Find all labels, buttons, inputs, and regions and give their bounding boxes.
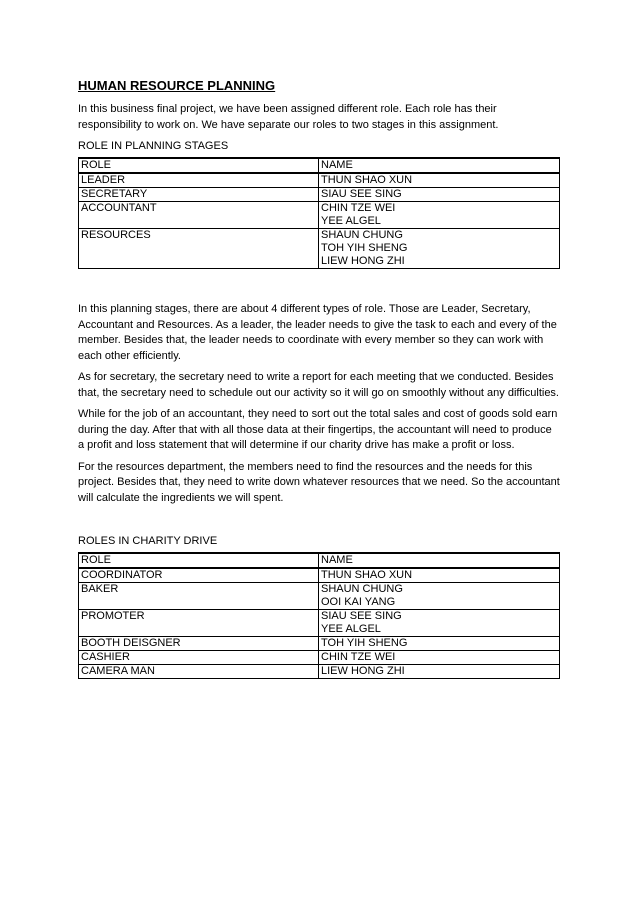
- paragraph-roles-overview: In this planning stages, there are about 4 different types of role. Those are Leader, Secretary, Accountant and Resources. As a leader, the leader needs to give the task to each and every of the member. Besides that, the leader needs to coordinate with every member so they can work with each other efficiently.: [78, 303, 557, 362]
- name-cell: [319, 173, 560, 188]
- member-name: SHAUN CHUNG: [321, 229, 403, 241]
- paragraph-resources: For the resources department, the members need to find the resources and the needs for this project. Besides that, they need to write down whatever resources that we need. So the accountant will calculate the ingredients we will spent.: [78, 460, 560, 504]
- name-cell: [319, 665, 560, 679]
- role-cell: BAKER: [79, 583, 319, 610]
- role-cell: SECRETARY: [79, 188, 319, 202]
- table-row: [79, 568, 560, 583]
- header-name: NAME: [319, 553, 560, 568]
- table-row: [79, 583, 560, 610]
- member-name: TOH YIH SHENG: [321, 637, 408, 649]
- member-name: THUN SHAO XUN: [321, 174, 413, 186]
- member-name: CHIN TZE WEI: [321, 651, 396, 663]
- table-row: [79, 173, 560, 188]
- member-name: SIAU SEE SING: [321, 610, 402, 622]
- charity-table-body: [79, 568, 560, 679]
- role-cell: CASHIER: [79, 651, 319, 665]
- member-name: SIAU SEE SING: [321, 188, 402, 200]
- charity-roles-table: [78, 552, 560, 679]
- role-cell: COORDINATOR: [79, 568, 319, 583]
- table-header-row: [79, 158, 560, 173]
- role-cell: RESOURCES: [79, 229, 319, 269]
- table-row: [79, 188, 560, 202]
- planning-table-body: [79, 173, 560, 269]
- member-name: SHAUN CHUNG: [321, 583, 403, 595]
- name-cell: [319, 568, 560, 583]
- paragraph-accountant: While for the job of an accountant, they need to sort out the total sales and cost of goods sold earn during the day. After that with all those data at their fingertips, the accountant will need to produce a profit and loss statement that will determine if our charity drive has make a profit or loss.: [78, 408, 558, 451]
- planning-table-label: ROLE IN PLANNING STAGES: [78, 140, 229, 152]
- planning-roles-table: [78, 157, 560, 269]
- name-cell: [319, 229, 560, 269]
- header-name: NAME: [319, 158, 560, 173]
- table-row: [79, 665, 560, 679]
- name-cell: [319, 202, 560, 229]
- member-name: THUN SHAO XUN: [321, 569, 413, 581]
- role-cell: BOOTH DEISGNER: [79, 637, 319, 651]
- member-name: OOI KAI YANG: [321, 596, 396, 608]
- name-cell: [319, 188, 560, 202]
- name-cell: [319, 583, 560, 610]
- table-row: [79, 229, 560, 269]
- table-header-row: [79, 553, 560, 568]
- member-name: YEE ALGEL: [321, 215, 381, 227]
- paragraph-secretary: As for secretary, the secretary need to write a report for each meeting that we conducted. Besides that, the secretary need to schedule out our activity so it will go on smoothly without any difficulties.: [78, 371, 559, 399]
- role-cell: PROMOTER: [79, 610, 319, 637]
- member-name: CHIN TZE WEI: [321, 202, 396, 214]
- header-role: ROLE: [79, 553, 319, 568]
- document-page: [78, 78, 560, 679]
- table-row: [79, 202, 560, 229]
- table-row: [79, 637, 560, 651]
- intro-paragraph: In this business final project, we have been assigned different role. Each role has their responsibility to work on. We have separate our roles to two stages in this assignment.: [78, 103, 499, 131]
- member-name: LIEW HONG ZHI: [321, 255, 405, 267]
- table-row: [79, 651, 560, 665]
- document-title: HUMAN RESOURCE PLANNING: [78, 78, 276, 93]
- name-cell: [319, 651, 560, 665]
- role-cell: CAMERA MAN: [79, 665, 319, 679]
- table-row: [79, 610, 560, 637]
- name-cell: [319, 610, 560, 637]
- member-name: LIEW HONG ZHI: [321, 665, 405, 677]
- name-cell: [319, 637, 560, 651]
- header-role: ROLE: [79, 158, 319, 173]
- role-cell: ACCOUNTANT: [79, 202, 319, 229]
- charity-table-label: ROLES IN CHARITY DRIVE: [78, 535, 218, 547]
- member-name: YEE ALGEL: [321, 623, 381, 635]
- member-name: TOH YIH SHENG: [321, 242, 408, 254]
- role-cell: LEADER: [79, 173, 319, 188]
